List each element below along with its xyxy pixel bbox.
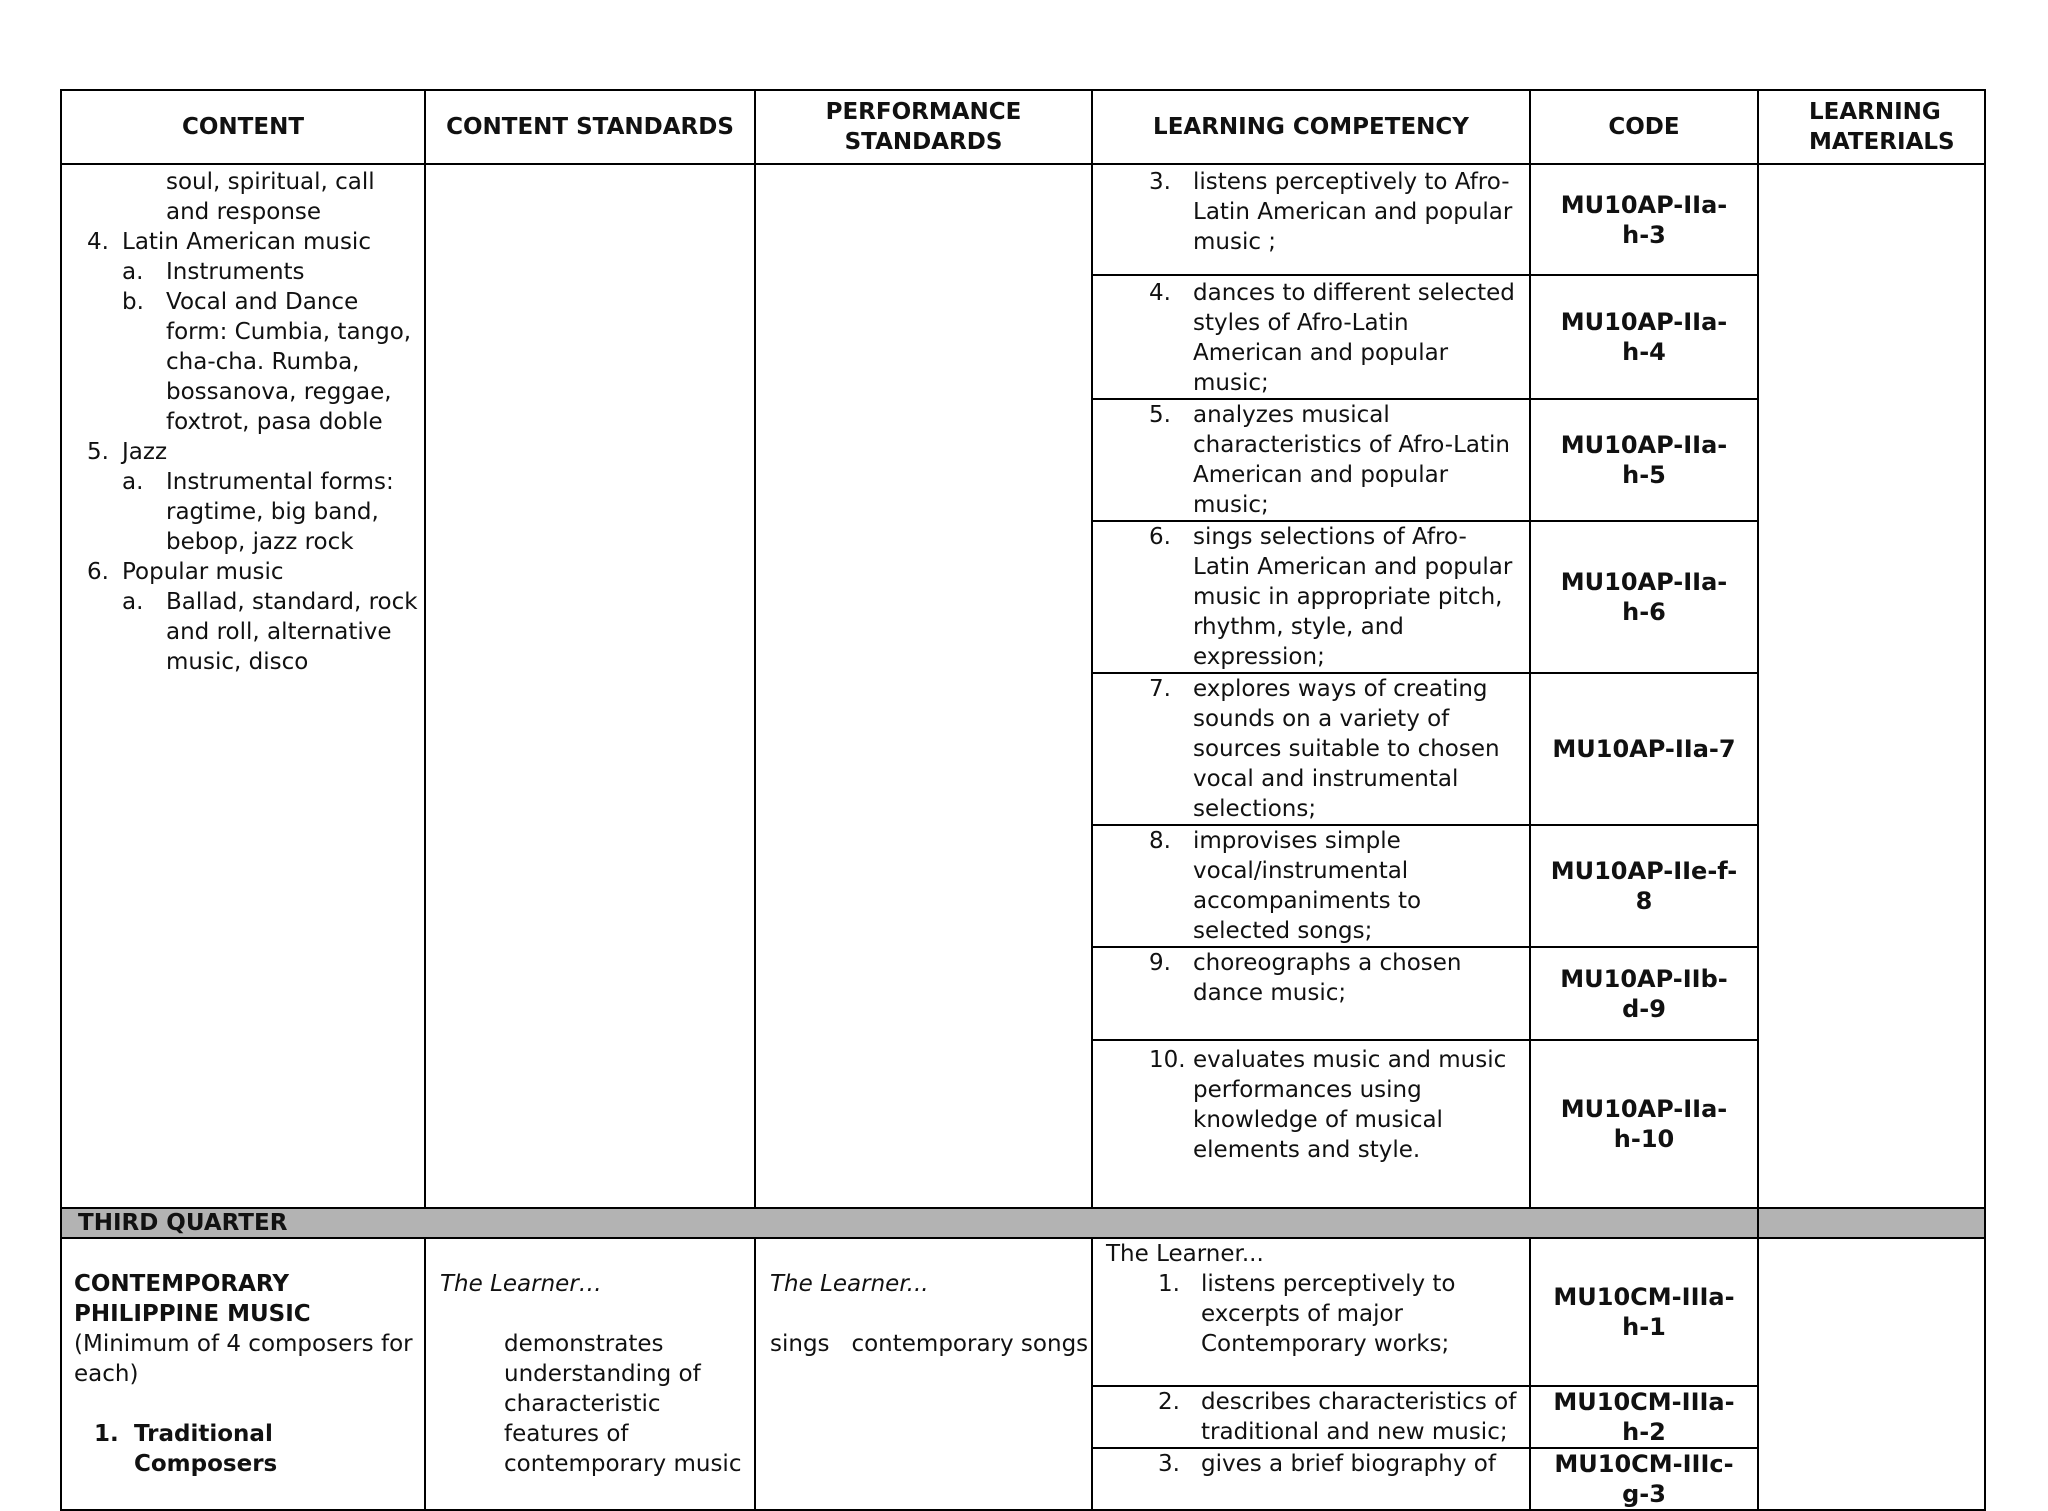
- learning-materials-cell: [1758, 164, 1985, 1208]
- competency-7: 7. explores ways of creating sounds on a variety of sources suitable to chosen vocal and instrumental selections;: [1092, 673, 1530, 825]
- header-code: CODE: [1530, 90, 1758, 164]
- q3-content-title: CONTEMPORARY PHILIPPINE MUSIC: [74, 1271, 311, 1327]
- content-line: soul, spiritual, call: [166, 169, 375, 195]
- header-content: CONTENT: [61, 90, 425, 164]
- header-learning-competency: LEARNING COMPETENCY: [1092, 90, 1530, 164]
- q3-content-standard-text: demonstrates understanding of characteristic features of contemporary music: [504, 1331, 742, 1477]
- q3-content-note: (Minimum of 4 composers for each): [74, 1331, 413, 1387]
- code-cell: MU10AP-IIa-7: [1530, 673, 1758, 825]
- q3-competency-intro: The Learner...: [1106, 1241, 1264, 1267]
- content-outline-cell: [61, 164, 425, 1208]
- q3-learning-materials-cell: [1758, 1238, 1985, 1510]
- q3-content-item-1: 1. Traditional Composers: [94, 1421, 278, 1477]
- code-cell: MU10AP-IIa-h-6: [1530, 521, 1758, 673]
- content-item-5a: a. Instrumental forms: ragtime, big band, bebop, jazz rock: [122, 469, 394, 555]
- competency-4: 4. dances to different selected styles of Afro-Latin American and popular music;: [1092, 275, 1530, 399]
- quarter-label: THIRD QUARTER: [61, 1208, 1758, 1238]
- competency-9: 9. choreographs a chosen dance music;: [1092, 947, 1530, 1040]
- q3-competency-2: 2. describes characteristics of traditional and new music;: [1092, 1386, 1530, 1448]
- content-item-4a: a. Instruments: [122, 259, 305, 285]
- content-item-4: 4. Latin American music: [87, 229, 371, 255]
- code-cell: MU10AP-IIa-h-3: [1530, 164, 1758, 275]
- header-row: [61, 90, 1985, 164]
- content-item-4b: b. Vocal and Dance form: Cumbia, tango, cha-cha. Rumba, bossanova, reggae, foxtrot, pasa doble: [122, 289, 412, 435]
- competency-6: 6. sings selections of Afro-Latin American and popular music in appropriate pitch, rhythm, style, and expression;: [1092, 521, 1530, 673]
- code-cell: MU10CM-IIIc-g-3: [1530, 1448, 1758, 1510]
- header-content-standards: CONTENT STANDARDS: [425, 90, 755, 164]
- content-line: and response: [166, 199, 322, 225]
- code-cell: MU10CM-IIIa-h-1: [1530, 1238, 1758, 1386]
- code-cell: MU10AP-IIb-d-9: [1530, 947, 1758, 1040]
- q3-content-cell: [61, 1238, 425, 1510]
- q3-competency-3: 3. gives a brief biography of: [1092, 1448, 1530, 1510]
- competency-8: 8. improvises simple vocal/instrumental accompaniments to selected songs;: [1092, 825, 1530, 947]
- table-row: [61, 164, 1985, 275]
- q3-competency-1-cell: [1092, 1238, 1530, 1386]
- q3-performance-standards-cell: [755, 1238, 1092, 1510]
- competency-10: 10. evaluates music and music performances using knowledge of musical elements and style.: [1092, 1040, 1530, 1208]
- q3-performance-standard-intro: The Learner...: [770, 1271, 929, 1297]
- header-performance-standards: PERFORMANCE STANDARDS: [755, 90, 1092, 164]
- q3-content-standard-intro: The Learner…: [440, 1271, 602, 1297]
- q3-competency-1: 1. listens perceptively to excerpts of major Contemporary works;: [1158, 1271, 1456, 1357]
- code-cell: MU10AP-IIa-h-10: [1530, 1040, 1758, 1208]
- q3-performance-standard-text: sings contemporary songs: [770, 1331, 1089, 1357]
- content-item-6: 6. Popular music: [87, 559, 284, 585]
- code-cell: MU10AP-IIe-f-8: [1530, 825, 1758, 947]
- curriculum-table: [60, 89, 1986, 1511]
- quarter-row: [61, 1208, 1985, 1238]
- q3-content-standards-cell: [425, 1238, 755, 1510]
- performance-standards-cell: [755, 164, 1092, 1208]
- table-row: [61, 1238, 1985, 1386]
- header-learning-materials: LEARNING MATERIALS: [1758, 90, 1985, 164]
- competency-3: 3. listens perceptively to Afro-Latin American and popular music ;: [1092, 164, 1530, 275]
- code-cell: MU10AP-IIa-h-5: [1530, 399, 1758, 521]
- code-cell: MU10CM-IIIa-h-2: [1530, 1386, 1758, 1448]
- code-cell: MU10AP-IIa-h-4: [1530, 275, 1758, 399]
- content-standards-cell: [425, 164, 755, 1208]
- content-item-6a: a. Ballad, standard, rock and roll, alternative music, disco: [122, 589, 418, 675]
- competency-5: 5. analyzes musical characteristics of Afro-Latin American and popular music;: [1092, 399, 1530, 521]
- content-item-5: 5. Jazz: [87, 439, 168, 465]
